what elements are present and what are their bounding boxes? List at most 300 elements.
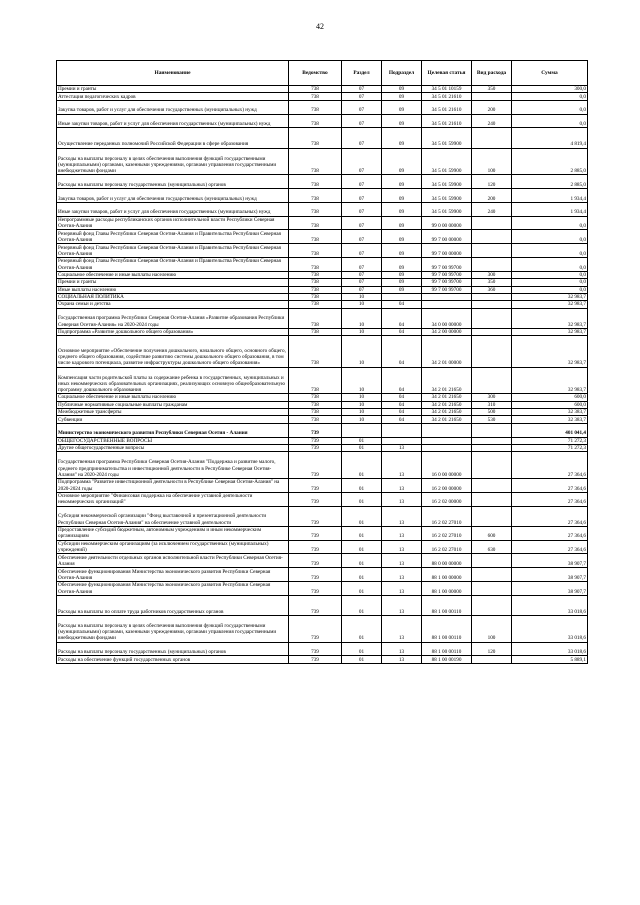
cell-name: Аттестация педагогических кадров [57, 93, 289, 100]
cell-subsection: 13 [382, 540, 422, 554]
cell-expense-type [472, 581, 512, 595]
cell-amount: 32 983,7 [512, 301, 588, 308]
cell-subsection: 09 [382, 230, 422, 244]
header-name: Наименование [57, 61, 289, 86]
cell-section: 10 [342, 401, 382, 408]
cell-amount: 2 885,0 [512, 175, 588, 189]
cell-name: Иные закупки товаров, работ и услуг для обеспечения государственных (муниципальных) нужд [57, 202, 289, 216]
table-row [57, 188, 588, 202]
cell-target: 34 2 01 21650 [422, 401, 472, 408]
cell-amount: 33 018,6 [512, 615, 588, 642]
cell-expense-type: 600 [472, 526, 512, 540]
cell-ministry: 739 [289, 506, 342, 526]
cell-name: Предоставление субсидий бюджетным, автономным учреждениям и иным некоммерческим организациям [57, 526, 289, 540]
cell-section: 07 [342, 202, 382, 216]
cell-section: 07 [342, 257, 382, 271]
cell-subsection: 13 [382, 506, 422, 526]
cell-name: Иные закупки товаров, работ и услуг для обеспечения государственных (муниципальных) нужд [57, 114, 289, 128]
cell-subsection: 09 [382, 271, 422, 278]
cell-ministry: 738 [289, 202, 342, 216]
cell-ministry: 739 [289, 656, 342, 663]
cell-target: 16 2 02 27010 [422, 540, 472, 554]
cell-section: 07 [342, 86, 382, 93]
table-row [57, 445, 588, 452]
cell-section: 07 [342, 216, 382, 230]
cell-name: Обеспечение функционирования Министерства экономического развития Республики Северная Осетия-Алания [57, 581, 289, 595]
cell-ministry: 738 [289, 216, 342, 230]
header-expense-type: Вид расхода [472, 61, 512, 86]
cell-ministry: 738 [289, 286, 342, 293]
cell-ministry: 738 [289, 148, 342, 175]
cell-subsection [382, 437, 422, 444]
cell-name: Расходы на выплаты персоналу в целях обеспечения выполнения функций государственными (муниципальными) органами, казенными учреждениями, органами управления государственными внебюджетными фондами [57, 148, 289, 175]
cell-target: 16 2 02 27010 [422, 526, 472, 540]
cell-amount: 0,0 [512, 286, 588, 293]
cell-expense-type: 120 [472, 642, 512, 656]
cell-expense-type [472, 230, 512, 244]
cell-subsection: 13 [382, 568, 422, 582]
table-row [57, 615, 588, 642]
cell-section: 07 [342, 279, 382, 286]
table-row [57, 437, 588, 444]
cell-ministry: 738 [289, 257, 342, 271]
cell-section: 10 [342, 367, 382, 394]
budget-table [56, 60, 588, 664]
cell-amount: 0,0 [512, 279, 588, 286]
cell-expense-type: 350 [472, 279, 512, 286]
cell-ministry: 739 [289, 642, 342, 656]
cell-name: Межбюджетные трансферты [57, 409, 289, 416]
cell-expense-type [472, 328, 512, 335]
cell-target: 34 5 01 21610 [422, 93, 472, 100]
cell-subsection: 04 [382, 336, 422, 367]
cell-amount: 32 383,7 [512, 409, 588, 416]
table-row [57, 286, 588, 293]
header-subsection: Подраздел [382, 61, 422, 86]
cell-ministry: 739 [289, 492, 342, 506]
cell-expense-type [472, 308, 512, 328]
cell-target: 88 1 00 00110 [422, 615, 472, 642]
cell-expense-type [472, 452, 512, 479]
cell-ministry: 738 [289, 279, 342, 286]
cell-section: 07 [342, 244, 382, 258]
cell-amount: 1 934,4 [512, 188, 588, 202]
cell-expense-type: 240 [472, 114, 512, 128]
cell-section: 01 [342, 452, 382, 479]
cell-expense-type: 350 [472, 86, 512, 93]
cell-subsection: 13 [382, 478, 422, 492]
cell-subsection [382, 293, 422, 300]
cell-amount: 0,0 [512, 216, 588, 230]
cell-name: Резервный фонд Главы Республики Северная Осетия-Алания и Правительства Республики Северная Осетия-Алания [57, 230, 289, 244]
cell-target: 34 5 01 21610 [422, 100, 472, 114]
cell-expense-type: 500 [472, 409, 512, 416]
cell-target: 88 0 00 00000 [422, 554, 472, 568]
cell-expense-type [472, 437, 512, 444]
cell-ministry: 739 [289, 423, 342, 437]
cell-subsection: 09 [382, 100, 422, 114]
table-row [57, 416, 588, 423]
cell-expense-type [472, 216, 512, 230]
cell-ministry: 739 [289, 568, 342, 582]
cell-ministry: 739 [289, 581, 342, 595]
cell-section: 01 [342, 478, 382, 492]
cell-expense-type [472, 445, 512, 452]
cell-section: 10 [342, 328, 382, 335]
cell-ministry: 738 [289, 175, 342, 189]
cell-amount: 71 272,3 [512, 437, 588, 444]
cell-name: Публичные нормативные социальные выплаты гражданам [57, 401, 289, 408]
cell-ministry: 738 [289, 336, 342, 367]
cell-target: 99 7 00 99700 [422, 279, 472, 286]
cell-name: Резервный фонд Главы Республики Северная Осетия-Алания и Правительства Республики Северная Осетия-Алания [57, 244, 289, 258]
cell-amount: 600,0 [512, 394, 588, 401]
cell-amount: 27 364,6 [512, 506, 588, 526]
cell-expense-type: 200 [472, 100, 512, 114]
cell-amount: 38 907,7 [512, 568, 588, 582]
cell-amount: 33 018,6 [512, 595, 588, 615]
cell-subsection: 09 [382, 286, 422, 293]
cell-section: 01 [342, 506, 382, 526]
table-row [57, 301, 588, 308]
cell-expense-type [472, 301, 512, 308]
table-row [57, 336, 588, 367]
cell-subsection: 04 [382, 394, 422, 401]
cell-section: 01 [342, 540, 382, 554]
cell-subsection: 13 [382, 452, 422, 479]
table-row [57, 554, 588, 568]
cell-section: 10 [342, 394, 382, 401]
cell-target: 88 1 00 00190 [422, 656, 472, 663]
header-amount: Сумма [512, 61, 588, 86]
table-row [57, 367, 588, 394]
cell-subsection: 13 [382, 445, 422, 452]
table-row [57, 656, 588, 663]
cell-section: 07 [342, 286, 382, 293]
cell-amount: 32 983,7 [512, 328, 588, 335]
cell-subsection: 09 [382, 244, 422, 258]
table-row [57, 293, 588, 300]
cell-target: 34 5 01 59900 [422, 188, 472, 202]
cell-target [422, 423, 472, 437]
cell-section: 07 [342, 93, 382, 100]
cell-name: Социальное обеспечение и иные выплаты населению [57, 271, 289, 278]
cell-subsection: 09 [382, 114, 422, 128]
cell-amount: 27 364,6 [512, 478, 588, 492]
cell-amount: 33 018,6 [512, 642, 588, 656]
cell-name: Компенсация части родительской платы за содержание ребенка в государственных, муниципальных и иных некоммерческих образовательных организациях, реализующих основную общеобразовательную программу дошкольного образования [57, 367, 289, 394]
cell-target: 34 2 01 21650 [422, 367, 472, 394]
cell-amount: 32 383,7 [512, 416, 588, 423]
cell-ministry: 738 [289, 409, 342, 416]
cell-ministry: 738 [289, 100, 342, 114]
cell-amount: 2 885,0 [512, 148, 588, 175]
cell-ministry: 739 [289, 554, 342, 568]
cell-subsection: 09 [382, 202, 422, 216]
cell-amount: 5 889,1 [512, 656, 588, 663]
cell-section: 01 [342, 656, 382, 663]
table-row [57, 148, 588, 175]
table-row [57, 93, 588, 100]
cell-target: 99 7 00 00000 [422, 244, 472, 258]
cell-ministry: 738 [289, 394, 342, 401]
table-row [57, 394, 588, 401]
table-row [57, 244, 588, 258]
table-row [57, 526, 588, 540]
cell-name: Закупка товаров, работ и услуг для обеспечения государственных (муниципальных) нужд [57, 188, 289, 202]
cell-ministry: 738 [289, 114, 342, 128]
table-row [57, 216, 588, 230]
cell-expense-type [472, 656, 512, 663]
cell-amount: 0,0 [512, 230, 588, 244]
cell-name: Государственная программа Республики Северная Осетия-Алания "Поддержка и развитие малого, среднего предпринимательства и инвестиционной деятельности в Республике Северная Осетия-Алания" на 2020-2024 годы [57, 452, 289, 479]
cell-target: 34 2 01 21650 [422, 394, 472, 401]
cell-target: 99 7 00 00000 [422, 230, 472, 244]
table-row [57, 581, 588, 595]
cell-target: 34 5 01 59900 [422, 202, 472, 216]
cell-name: Расходы на выплаты персоналу государственных (муниципальных) органов [57, 175, 289, 189]
cell-subsection: 13 [382, 615, 422, 642]
cell-name: Обеспечение функционирования Министерства экономического развития Республики Северная Осетия-Алания [57, 568, 289, 582]
cell-amount: 300,0 [512, 86, 588, 93]
cell-section: 07 [342, 114, 382, 128]
cell-subsection: 13 [382, 492, 422, 506]
cell-expense-type: 300 [472, 271, 512, 278]
cell-target: 34 2 00 00000 [422, 328, 472, 335]
cell-target: 34 5 01 59900 [422, 148, 472, 175]
cell-expense-type [472, 293, 512, 300]
cell-ministry: 738 [289, 244, 342, 258]
cell-target: 16 2 02 00000 [422, 492, 472, 506]
cell-expense-type [472, 554, 512, 568]
cell-amount: 27 364,6 [512, 540, 588, 554]
cell-amount: 0,0 [512, 100, 588, 114]
table-row [57, 452, 588, 479]
cell-subsection: 04 [382, 308, 422, 328]
cell-target [422, 445, 472, 452]
cell-ministry: 738 [289, 86, 342, 93]
page-number: 42 [316, 22, 324, 31]
cell-name: Премии и гранты [57, 279, 289, 286]
cell-section: 01 [342, 642, 382, 656]
cell-amount: 38 907,7 [512, 581, 588, 595]
header-section: Раздел [342, 61, 382, 86]
cell-amount: 1 934,4 [512, 202, 588, 216]
cell-target [422, 293, 472, 300]
cell-name: Расходы на выплаты персоналу государственных (муниципальных) органов [57, 642, 289, 656]
cell-section: 10 [342, 416, 382, 423]
cell-name: Субсидии некоммерческим организациям (за исключением государственных (муниципальных) учреждений) [57, 540, 289, 554]
table-row [57, 175, 588, 189]
table-row [57, 114, 588, 128]
cell-target: 99 7 00 99700 [422, 286, 472, 293]
cell-name: Другие общегосударственные вопросы [57, 445, 289, 452]
cell-expense-type [472, 478, 512, 492]
cell-expense-type [472, 128, 512, 148]
cell-ministry: 738 [289, 328, 342, 335]
table-row [57, 568, 588, 582]
cell-subsection: 09 [382, 175, 422, 189]
cell-subsection: 04 [382, 416, 422, 423]
cell-section: 01 [342, 581, 382, 595]
table-row [57, 409, 588, 416]
cell-target: 34 5 01 10159 [422, 86, 472, 93]
cell-amount: 0,0 [512, 257, 588, 271]
cell-name: Премии и гранты [57, 86, 289, 93]
cell-subsection: 13 [382, 581, 422, 595]
cell-section: 10 [342, 293, 382, 300]
cell-expense-type: 310 [472, 401, 512, 408]
cell-expense-type [472, 257, 512, 271]
cell-section: 01 [342, 437, 382, 444]
cell-section: 10 [342, 336, 382, 367]
cell-target: 34 2 01 21650 [422, 416, 472, 423]
cell-subsection: 04 [382, 328, 422, 335]
cell-expense-type: 100 [472, 615, 512, 642]
table-row [57, 128, 588, 148]
cell-name: СОЦИАЛЬНАЯ ПОЛИТИКА [57, 293, 289, 300]
cell-ministry: 738 [289, 293, 342, 300]
cell-subsection [382, 423, 422, 437]
cell-name: Резервный фонд Главы Республики Северная Осетия-Алания и Правительства Республики Северная Осетия-Алания [57, 257, 289, 271]
cell-expense-type [472, 367, 512, 394]
cell-target: 88 1 00 00000 [422, 581, 472, 595]
cell-subsection: 13 [382, 595, 422, 615]
cell-ministry: 738 [289, 128, 342, 148]
cell-amount: 0,0 [512, 244, 588, 258]
cell-target: 16 0 00 00000 [422, 452, 472, 479]
cell-amount: 0,0 [512, 114, 588, 128]
table-row [57, 540, 588, 554]
cell-subsection: 13 [382, 554, 422, 568]
cell-ministry: 738 [289, 416, 342, 423]
cell-amount: 32 983,7 [512, 293, 588, 300]
table-header-row [57, 61, 588, 86]
cell-ministry: 739 [289, 526, 342, 540]
cell-expense-type: 100 [472, 148, 512, 175]
cell-section: 07 [342, 100, 382, 114]
cell-target: 34 5 01 21610 [422, 114, 472, 128]
cell-amount: 0,0 [512, 271, 588, 278]
cell-target: 34 5 01 59900 [422, 128, 472, 148]
cell-section: 10 [342, 308, 382, 328]
cell-section: 01 [342, 568, 382, 582]
table-row [57, 642, 588, 656]
cell-amount: 600,0 [512, 401, 588, 408]
table-row [57, 257, 588, 271]
cell-ministry: 739 [289, 445, 342, 452]
cell-expense-type [472, 244, 512, 258]
cell-ministry: 738 [289, 188, 342, 202]
cell-target: 16 2 00 00000 [422, 478, 472, 492]
cell-name: Основное мероприятие "Финансовая поддержка на обеспечение уставной деятельности некоммерческих организаций" [57, 492, 289, 506]
cell-amount: 32 983,7 [512, 367, 588, 394]
cell-subsection: 04 [382, 301, 422, 308]
cell-ministry: 738 [289, 301, 342, 308]
cell-subsection: 09 [382, 148, 422, 175]
cell-ministry: 739 [289, 452, 342, 479]
cell-ministry: 739 [289, 595, 342, 615]
cell-section: 01 [342, 445, 382, 452]
cell-subsection: 09 [382, 86, 422, 93]
cell-section: 10 [342, 409, 382, 416]
cell-target: 88 1 00 00110 [422, 595, 472, 615]
cell-name: Субсидия некоммерческой организации "Фонд выставочной и презентационной деятельности Республики Северная Осетия-Алания" на обеспечение уставной деятельности [57, 506, 289, 526]
cell-subsection: 04 [382, 367, 422, 394]
cell-subsection: 09 [382, 188, 422, 202]
cell-subsection: 04 [382, 409, 422, 416]
cell-section: 07 [342, 128, 382, 148]
cell-target: 34 0 00 00000 [422, 308, 472, 328]
table-row [57, 308, 588, 328]
cell-subsection: 09 [382, 93, 422, 100]
cell-expense-type [472, 336, 512, 367]
cell-subsection: 13 [382, 656, 422, 663]
table-row [57, 478, 588, 492]
cell-expense-type: 300 [472, 394, 512, 401]
cell-name: Расходы на выплаты персоналу в целях обеспечения выполнения функций государственными (муниципальными) органами, казенными учреждениями, органами управления государственными внебюджетными фондами [57, 615, 289, 642]
table-row [57, 86, 588, 93]
cell-subsection: 09 [382, 216, 422, 230]
cell-amount: 401 041,4 [512, 423, 588, 437]
cell-target [422, 301, 472, 308]
cell-target: 99 7 00 99700 [422, 257, 472, 271]
cell-section: 01 [342, 595, 382, 615]
table-row [57, 328, 588, 335]
cell-expense-type: 120 [472, 175, 512, 189]
cell-ministry: 738 [289, 308, 342, 328]
cell-section: 07 [342, 175, 382, 189]
cell-subsection: 04 [382, 401, 422, 408]
table-row [57, 271, 588, 278]
header-target: Целевая статья [422, 61, 472, 86]
cell-amount: 38 907,7 [512, 554, 588, 568]
cell-name: Непрограммные расходы республиканских органов исполнительной власти Республики Северная Осетия-Алания [57, 216, 289, 230]
cell-target: 34 2 01 00000 [422, 336, 472, 367]
cell-target [422, 437, 472, 444]
cell-target: 16 2 02 27010 [422, 506, 472, 526]
cell-name: Расходы на выплаты по оплате труда работников государственных органов [57, 595, 289, 615]
cell-name: Охрана семьи и детства [57, 301, 289, 308]
cell-name: Закупка товаров, работ и услуг для обеспечения государственных (муниципальных) нужд [57, 100, 289, 114]
cell-amount: 71 272,3 [512, 445, 588, 452]
cell-subsection: 09 [382, 257, 422, 271]
cell-expense-type [472, 568, 512, 582]
cell-name: Расходы на обеспечение функций государственных органов [57, 656, 289, 663]
cell-section: 07 [342, 188, 382, 202]
table-row [57, 202, 588, 216]
cell-section: 07 [342, 271, 382, 278]
cell-ministry: 739 [289, 540, 342, 554]
cell-ministry: 739 [289, 615, 342, 642]
cell-expense-type: 630 [472, 540, 512, 554]
cell-target: 88 1 00 00110 [422, 642, 472, 656]
cell-name: Подпрограмма "Развитие инвестиционной деятельности в Республике Северная Осетия-Алания" на 2020-2024 годы [57, 478, 289, 492]
cell-amount: 27 364,6 [512, 492, 588, 506]
cell-ministry: 738 [289, 230, 342, 244]
cell-name: Государственная программа Республики Северная Осетия-Алания «Развитие образования Республики Северная Осетия-Алания» на 2020-2024 годы [57, 308, 289, 328]
table-row [57, 100, 588, 114]
cell-expense-type [472, 93, 512, 100]
cell-name: Основное мероприятие «Обеспечение получения дошкольного, начального общего, основного общего, среднего общего образования, содействие развитию системы дошкольного общего образования, в том числе кадрового потенциала, развитие инфраструктуры дошкольного общего образования» [57, 336, 289, 367]
table-row [57, 506, 588, 526]
cell-amount: 32 983,7 [512, 336, 588, 367]
cell-ministry: 738 [289, 367, 342, 394]
cell-target: 99 0 00 00000 [422, 216, 472, 230]
cell-expense-type [472, 492, 512, 506]
cell-ministry: 738 [289, 401, 342, 408]
cell-section: 01 [342, 492, 382, 506]
